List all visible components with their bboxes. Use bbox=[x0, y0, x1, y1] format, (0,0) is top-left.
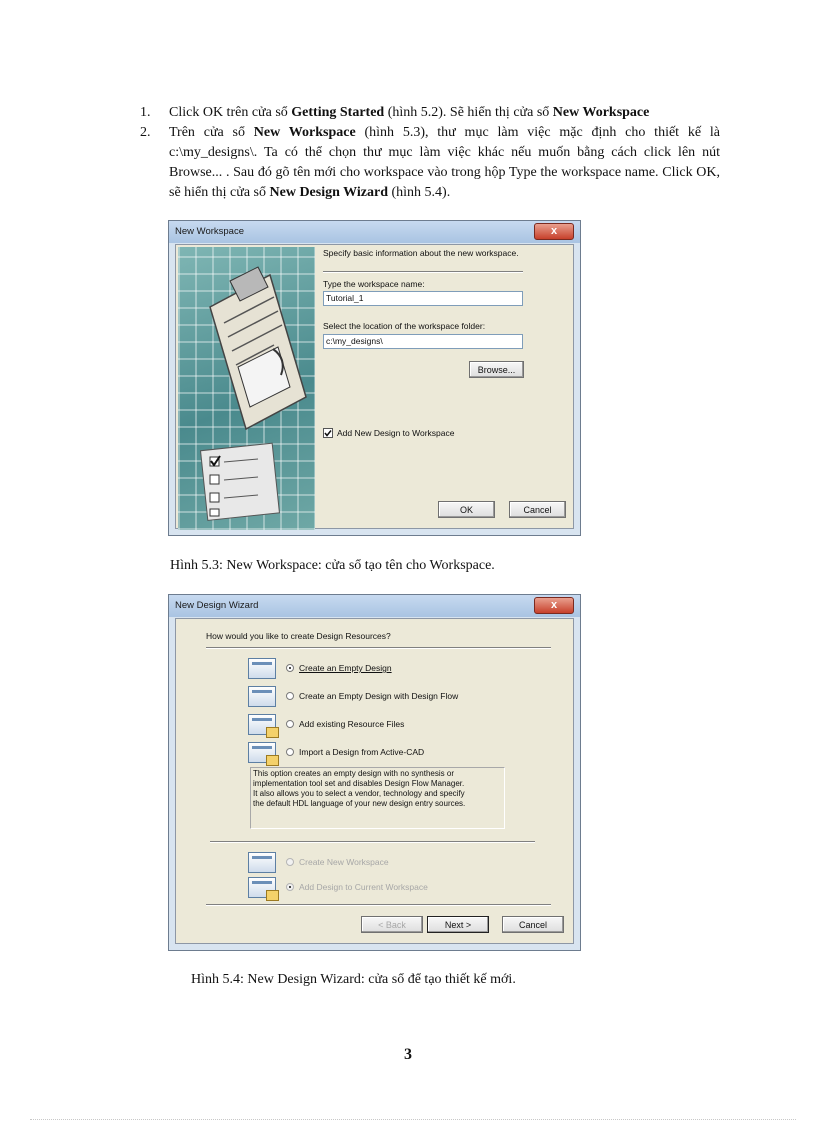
dialog-title: New Workspace bbox=[175, 226, 244, 237]
radio-create-workspace[interactable] bbox=[286, 858, 294, 866]
add-design-label: Add New Design to Workspace bbox=[337, 428, 455, 438]
title-bar bbox=[169, 221, 580, 243]
resource-files-icon bbox=[248, 714, 276, 735]
close-icon[interactable]: x bbox=[534, 597, 574, 614]
option-import-design[interactable]: Import a Design from Active-CAD bbox=[299, 747, 425, 757]
cancel-button[interactable]: Cancel bbox=[502, 916, 564, 933]
ok-button[interactable]: OK bbox=[438, 501, 495, 518]
radio-design-flow[interactable] bbox=[286, 692, 294, 700]
check-icon bbox=[324, 429, 332, 437]
option-description: This option creates an empty design with no synthesis or implementation tool set and disables Design Flow Manager. It also allows you to select a vendor, technology and specify the default HDL language of your new design entry sources. bbox=[250, 767, 505, 829]
page-number: 3 bbox=[404, 1046, 412, 1063]
figure-caption: Hình 5.3: New Workspace: cửa sổ tạo tên cho Workspace. bbox=[170, 558, 495, 573]
divider bbox=[206, 647, 551, 649]
dialog-title: New Design Wizard bbox=[175, 600, 259, 611]
add-design-checkbox[interactable] bbox=[323, 428, 333, 438]
radio-empty-design[interactable] bbox=[286, 664, 294, 672]
option-current-workspace[interactable]: Add Design to Current Workspace bbox=[299, 882, 428, 892]
close-icon[interactable]: x bbox=[534, 223, 574, 240]
browse-button[interactable]: Browse... bbox=[469, 361, 524, 378]
list-number: 1. bbox=[140, 105, 151, 120]
dialog-body bbox=[175, 618, 574, 944]
list-number: 2. bbox=[140, 125, 151, 140]
wizard-question: How would you like to create Design Resources? bbox=[206, 631, 391, 641]
option-resource-files[interactable]: Add existing Resource Files bbox=[299, 719, 405, 729]
option-create-workspace[interactable]: Create New Workspace bbox=[299, 857, 389, 867]
divider bbox=[323, 271, 523, 273]
divider bbox=[206, 904, 551, 906]
intro-text: Specify basic information about the new workspace. bbox=[323, 248, 519, 258]
cancel-button[interactable]: Cancel bbox=[509, 501, 566, 518]
workspace-folder-label: Select the location of the workspace folder: bbox=[323, 321, 486, 331]
radio-resource-files[interactable] bbox=[286, 720, 294, 728]
list-item: 1. Click OK trên cửa sổ Getting Started (hình 5.2). Sẽ hiển thị cửa sổ New Workspace bbox=[140, 103, 720, 123]
footer-rule bbox=[30, 1119, 796, 1120]
radio-import-design[interactable] bbox=[286, 748, 294, 756]
current-workspace-icon bbox=[248, 877, 276, 898]
list-item: 2. Trên cửa sổ New Workspace (hình 5.3), thư mục làm việc mặc định cho thiết kế là c:\my_designs\. Ta có thể chọn thư mục làm việc khác nếu muốn bằng cách click lên nút Browse... . Sau đó gõ tên mới cho workspace vào trong hộp Type the workspace name. Click OK, sẽ hiển thị cửa sổ New Design Wizard (hình 5.4). bbox=[140, 125, 720, 200]
workspace-name-label: Type the workspace name: bbox=[323, 279, 425, 289]
clipboard-icon bbox=[178, 247, 315, 530]
next-button[interactable]: Next > bbox=[427, 916, 489, 933]
new-workspace-icon bbox=[248, 852, 276, 873]
new-design-wizard-dialog bbox=[168, 594, 581, 951]
design-flow-icon bbox=[248, 686, 276, 707]
back-button[interactable]: < Back bbox=[361, 916, 423, 933]
dialog-body bbox=[175, 244, 574, 529]
import-design-icon bbox=[248, 742, 276, 763]
option-empty-design[interactable]: Create an Empty Design bbox=[299, 663, 392, 673]
clipboard-illustration bbox=[178, 247, 315, 530]
title-bar bbox=[169, 595, 580, 617]
workspace-name-input[interactable]: Tutorial_1 bbox=[323, 291, 523, 306]
radio-current-workspace[interactable] bbox=[286, 883, 294, 891]
workspace-folder-input[interactable]: c:\my_designs\ bbox=[323, 334, 523, 349]
option-design-flow[interactable]: Create an Empty Design with Design Flow bbox=[299, 691, 459, 701]
figure-caption: Hình 5.4: New Design Wizard: cửa sổ để tạo thiết kế mới. bbox=[191, 972, 516, 987]
new-workspace-dialog bbox=[168, 220, 581, 536]
divider bbox=[210, 841, 535, 843]
empty-design-icon bbox=[248, 658, 276, 679]
instruction-list bbox=[140, 103, 720, 203]
